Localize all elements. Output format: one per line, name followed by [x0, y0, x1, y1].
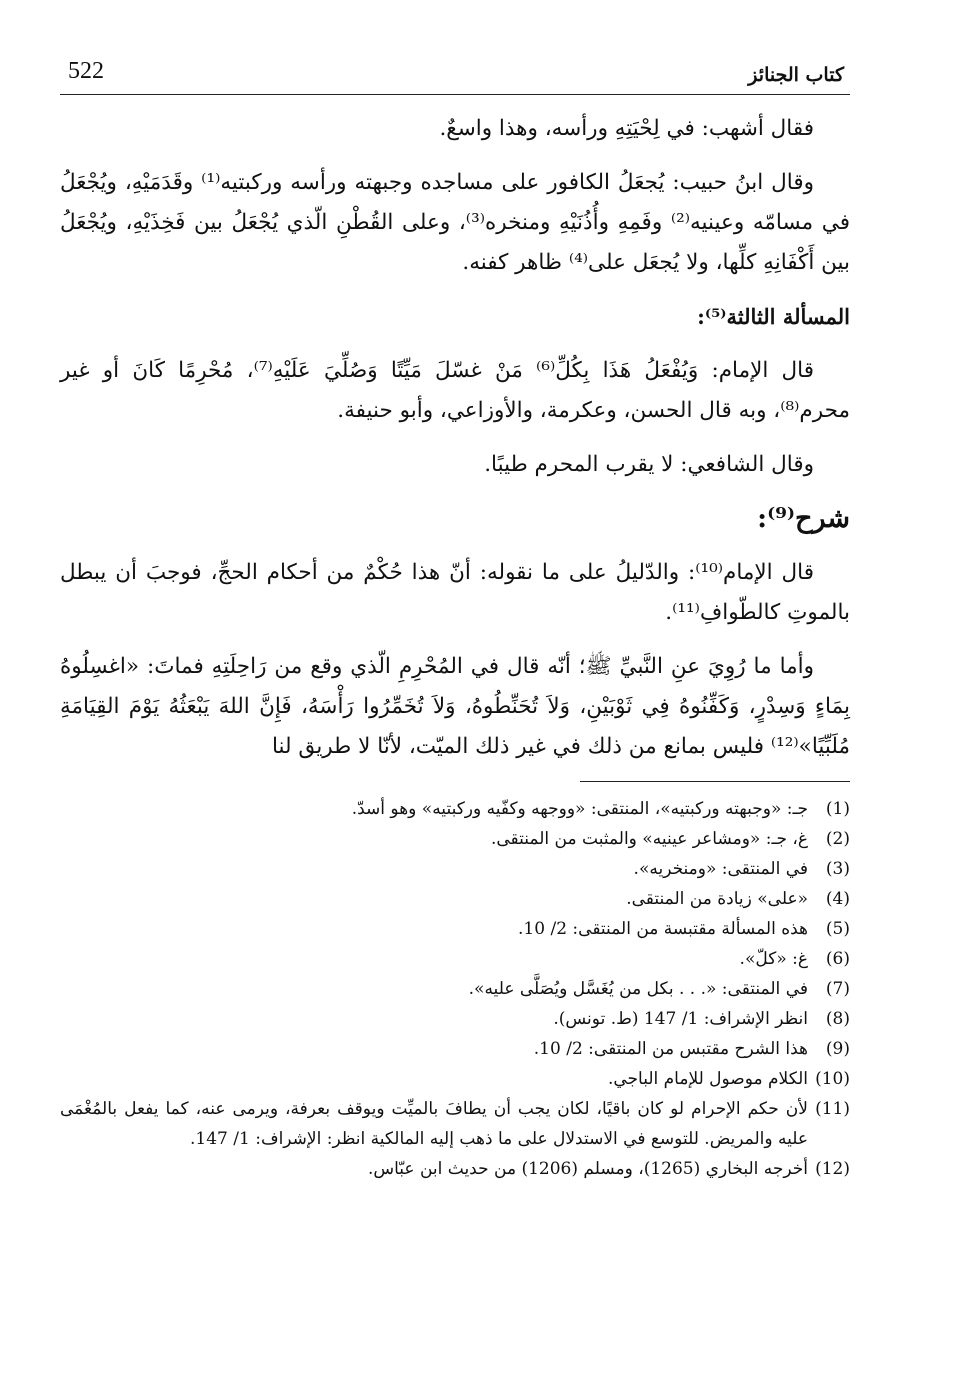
footnote-number: (5) — [825, 919, 850, 939]
footnote-text: غ، جـ: «ومشاعر عينيه» والمثبت من المنتقى. — [490, 829, 808, 849]
running-title: كتاب الجنائز — [748, 64, 844, 86]
paragraph-shafii: وقال الشافعي: لا يقرب المحرم طيبًا. — [484, 452, 814, 477]
footnote-text: في المنتقى: «ومنخريه». — [633, 859, 808, 879]
section-heading-commentary: شرح⁽⁹⁾: — [757, 503, 850, 534]
footnote — [60, 914, 850, 944]
footnote-text: أخرجه البخاري (1265)، ومسلم (1206) من حديث ابن عبّاس. — [367, 1159, 808, 1179]
footnote-text: لأن حكم الإحرام لو كان باقيًا، لكان يجب أن يطافَ بالميِّت ويوقف بعرفة، ويرمى عنه، كما يفعل بالمُغْمَى عليه والمريض. للتوسع في الاستدلال على ما ذهب إليه المالكية انظر: الإشراف: 1/ 147. — [60, 1099, 808, 1149]
footnote — [60, 854, 850, 884]
footnote — [60, 1064, 850, 1094]
footnote — [60, 1004, 850, 1034]
page-header — [60, 50, 850, 95]
paragraph-imam-ruling: قال الإمام: وَيُفْعَلُ هَذَا بِكُلِّ⁽⁶⁾ مَنْ غسّلَ مَيِّتًا وَصُلِّيَ عَلَيْهِ⁽⁷⁾، مُحْرِمًا كَانَ أو غير محرم⁽⁸⁾، وبه قال الحسن، وعكرمة، والأوزاعي، وأبو حنيفة. — [60, 358, 850, 423]
page-number: 522 — [68, 58, 104, 84]
footnote-text: جـ: «وجبهته وركبتيه»، المنتقى: «ووجهه وكفّيه وركبتيه» وهو أسدّ. — [351, 799, 808, 819]
paragraph-ibn-habib: وقال ابنُ حبيب: يُجعَلُ الكافور على مساجده وجبهته ورأسه وركبتيه⁽¹⁾ وقَدَمَيْهِ، ويُجْعَلُ في مسامّه وعينيه⁽²⁾ وفَمِهِ وأُذُنَيْهِ ومنخره⁽³⁾، وعلى القُطْنِ الّذي يُجْعَلُ بين فَخِذَيْهِ، ويُجْعَلُ بين أَكْفَانِهِ كلِّها، ولا يُجعَل على⁽⁴⁾ ظاهر كفنه. — [60, 170, 850, 275]
footnote — [60, 824, 850, 854]
footnote-text: «على» زيادة من المنتقى. — [626, 889, 808, 909]
footnote-number: (1) — [825, 799, 850, 819]
footnote — [60, 1034, 850, 1064]
book-page — [60, 50, 850, 1340]
footnote-number: (4) — [825, 889, 850, 909]
footnote-number: (8) — [825, 1009, 850, 1029]
footnote-number: (9) — [825, 1039, 850, 1059]
footnote-text: انظر الإشراف: 1/ 147 (ط. تونس). — [553, 1009, 808, 1029]
section-heading-third-issue: المسألة الثالثة⁽⁵⁾: — [697, 304, 850, 329]
footnote-number: (10) — [815, 1069, 850, 1089]
footnote — [60, 974, 850, 1004]
footnotes — [60, 794, 850, 1184]
footnote-text: هذا الشرح مقتبس من المنتقى: 2/ 10. — [533, 1039, 808, 1059]
footnote — [60, 944, 850, 974]
footnote-separator — [580, 781, 850, 782]
paragraph-imam-evidence: قال الإمام⁽¹⁰⁾: والدّليلُ على ما نقوله: أنّ هذا حُكْمٌ من أحكام الحجِّ، فوجبَ أن يبطل بالموتِ كالطّوافِ⁽¹¹⁾. — [60, 560, 850, 625]
footnote-text: الكلام موصول للإمام الباجي. — [607, 1069, 808, 1089]
footnote-number: (2) — [825, 829, 850, 849]
main-text — [60, 109, 850, 767]
footnote-text: هذه المسألة مقتبسة من المنتقى: 2/ 10. — [518, 919, 808, 939]
footnote — [60, 794, 850, 824]
footnote-number: (12) — [815, 1159, 850, 1179]
footnote-number: (3) — [825, 859, 850, 879]
footnote — [60, 884, 850, 914]
footnote — [60, 1094, 850, 1154]
footnote-number: (6) — [825, 949, 850, 969]
paragraph-ashhab: فقال أشهب: في لِحْيَتِهِ ورأسه، وهذا واسعٌ. — [439, 116, 814, 141]
footnote-number: (11) — [815, 1099, 850, 1119]
paragraph-hadith: وأما ما رُوِيَ عنِ النَّبيِّ ﷺ؛ أنّه قال في المُحْرِمِ الّذي وقع من رَاحِلَتِهِ فماتَ: «اغسِلُوهُ بِمَاءٍ وَسِدْرٍ، وَكَفِّنُوهُ فِي ثَوْبَيْنِ، وَلاَ تُحَنِّطُوهُ، وَلاَ تُخَمِّرُوا رَأْسَهُ، فَإِنَّ اللهَ يَبْعَثُهُ يَوْمَ القِيَامَةِ مُلَبِّيًا»⁽¹²⁾ فليس بمانع من ذلك في غير ذلك الميّت، لأنّا لا طريق لنا — [60, 654, 850, 759]
footnote-text: غ: «كلّ». — [739, 949, 808, 969]
footnote-number: (7) — [825, 979, 850, 999]
footnote-text: في المنتقى: «. . . بكل من يُغَسَّل ويُصَلَّى عليه». — [468, 979, 808, 999]
footnote — [60, 1154, 850, 1184]
